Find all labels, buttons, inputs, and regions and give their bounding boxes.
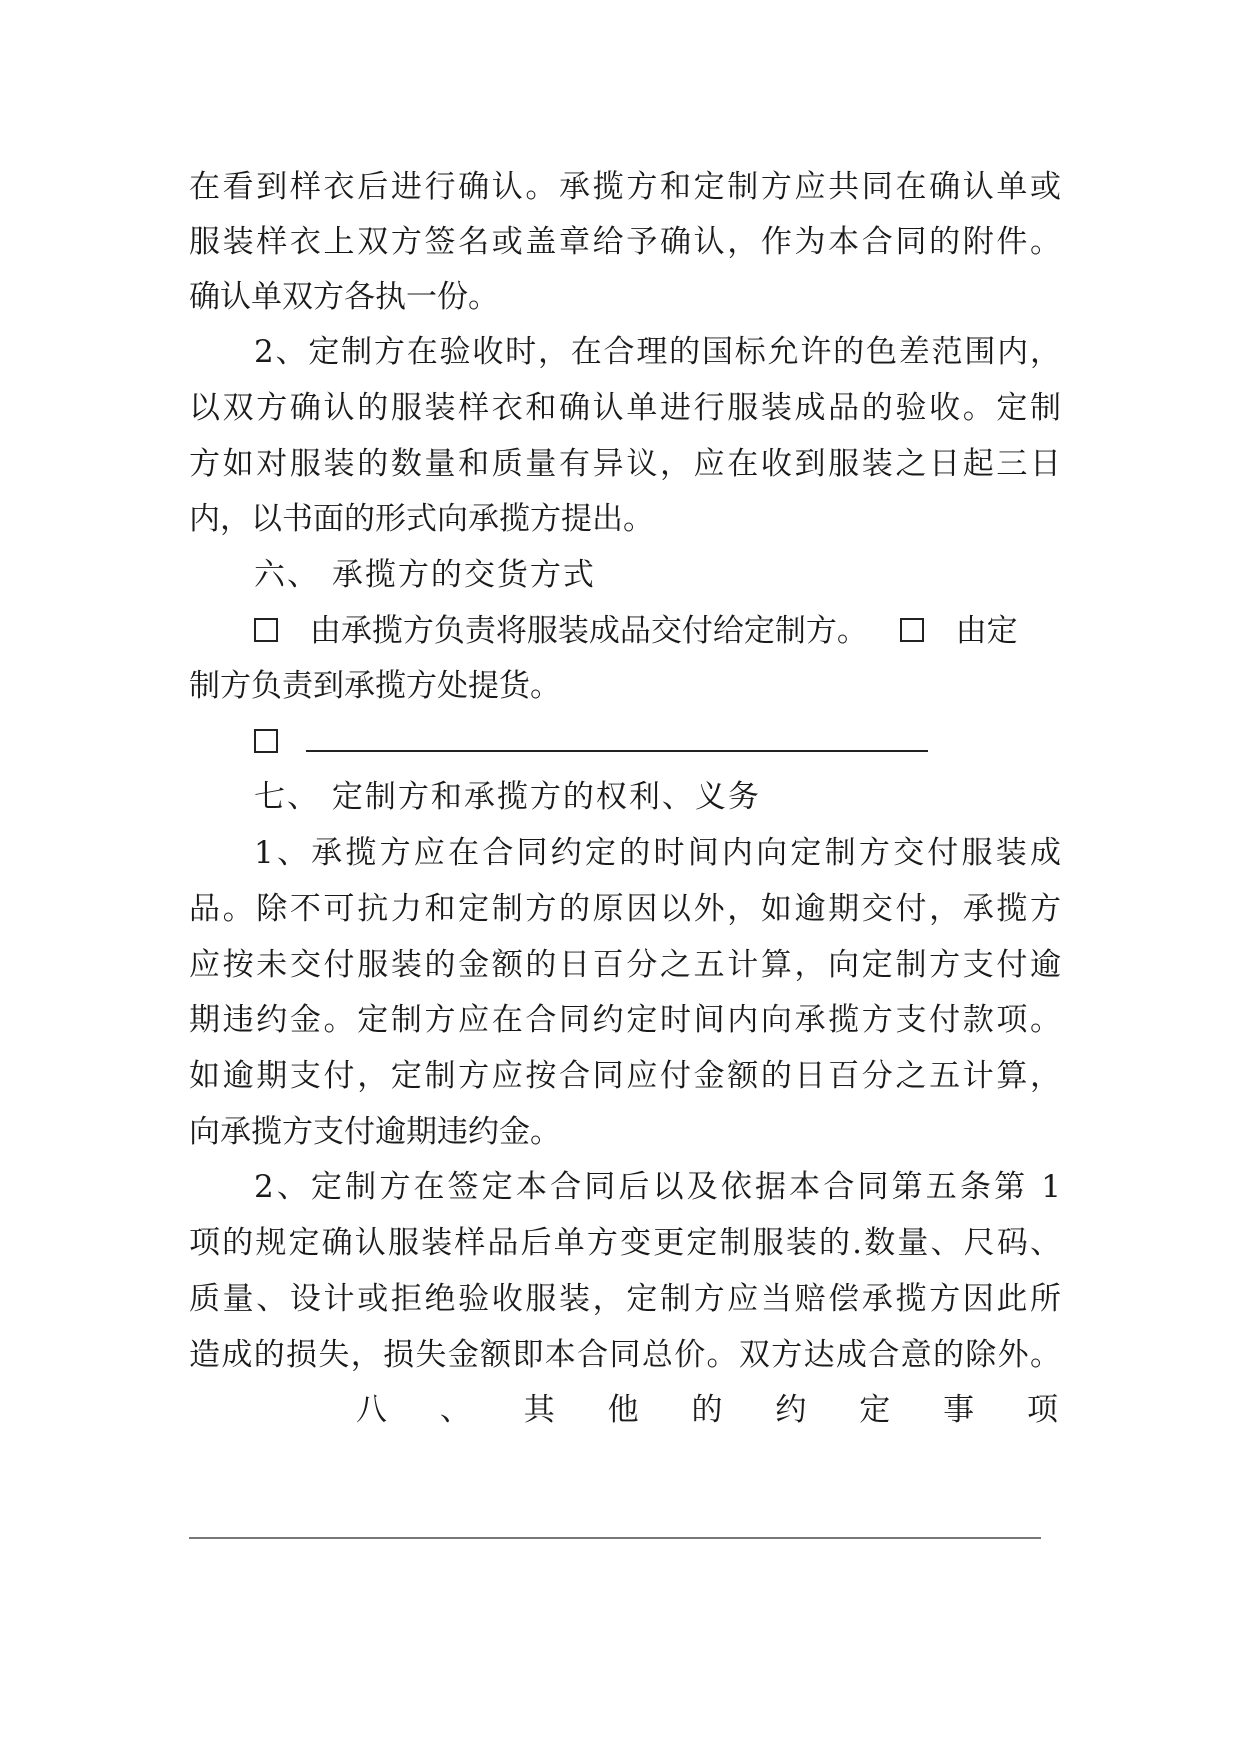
paragraph-line: 期违约金。定制方应在合同约定时间内向承揽方支付款项。 <box>189 1002 1061 1038</box>
paragraph-line: 内，以书面的形式向承揽方提出。 <box>189 501 654 537</box>
paragraph-line: 1、承揽方应在合同约定的时间内向定制方交付服装成 <box>254 835 1061 871</box>
paragraph-line: 项的规定确认服装样品后单方变更定制服装的.数量、尺码、 <box>189 1225 1061 1261</box>
paragraph-line: 质量、设计或拒绝验收服装，定制方应当赔偿承揽方因此所 <box>189 1281 1061 1317</box>
paragraph-line: 在看到样衣后进行确认。承揽方和定制方应共同在确认单或 <box>189 169 1061 205</box>
checkbox-option-label: 由定 <box>955 613 1018 649</box>
paragraph-line: 方如对服装的数量和质量有异议，应在收到服装之日起三日 <box>189 446 1061 482</box>
paragraph-line: 确认单双方各执一份。 <box>189 279 499 315</box>
checkbox-option-line <box>254 603 1061 659</box>
fill-in-blank[interactable] <box>306 724 928 752</box>
section-heading-6: 六、 承揽方的交货方式 <box>254 557 596 593</box>
paragraph-line: 如逾期支付，定制方应按合同应付金额的日百分之五计算， <box>189 1058 1061 1094</box>
paragraph-line: 以双方确认的服装样衣和确认单进行服装成品的验收。定制 <box>189 390 1061 426</box>
paragraph-line: 向承揽方支付逾期违约金。 <box>189 1114 561 1150</box>
checkbox-icon[interactable] <box>254 618 278 642</box>
section-heading-7: 七、 定制方和承揽方的权利、义务 <box>254 779 761 815</box>
paragraph-line: 造成的损失，损失金额即本合同总价。双方达成合意的除外。 <box>189 1337 1061 1373</box>
checkbox-blank-line <box>254 714 928 770</box>
checkbox-icon[interactable] <box>254 729 278 753</box>
fill-in-rule[interactable] <box>189 1537 1041 1539</box>
paragraph-line: 服装样衣上双方签名或盖章给予确认，作为本合同的附件。 <box>189 224 1061 260</box>
paragraph-line: 2、定制方在签定本合同后以及依据本合同第五条第 1 <box>254 1169 1061 1205</box>
paragraph-line: 品。除不可抗力和定制方的原因以外，如逾期交付，承揽方 <box>189 891 1061 927</box>
checkbox-icon[interactable] <box>900 618 924 642</box>
paragraph-line: 应按未交付服装的金额的日百分之五计算，向定制方支付逾 <box>189 947 1061 983</box>
checkbox-option-label: 由承揽方负责将服装成品交付给定制方。 <box>309 613 868 649</box>
paragraph-line: 2、定制方在验收时，在合理的国标允许的色差范围内， <box>254 334 1061 370</box>
section-heading-8: 八 、 其 他 的 约 定 事 项 <box>356 1392 1058 1428</box>
paragraph-line: 制方负责到承揽方处提货。 <box>189 668 561 704</box>
